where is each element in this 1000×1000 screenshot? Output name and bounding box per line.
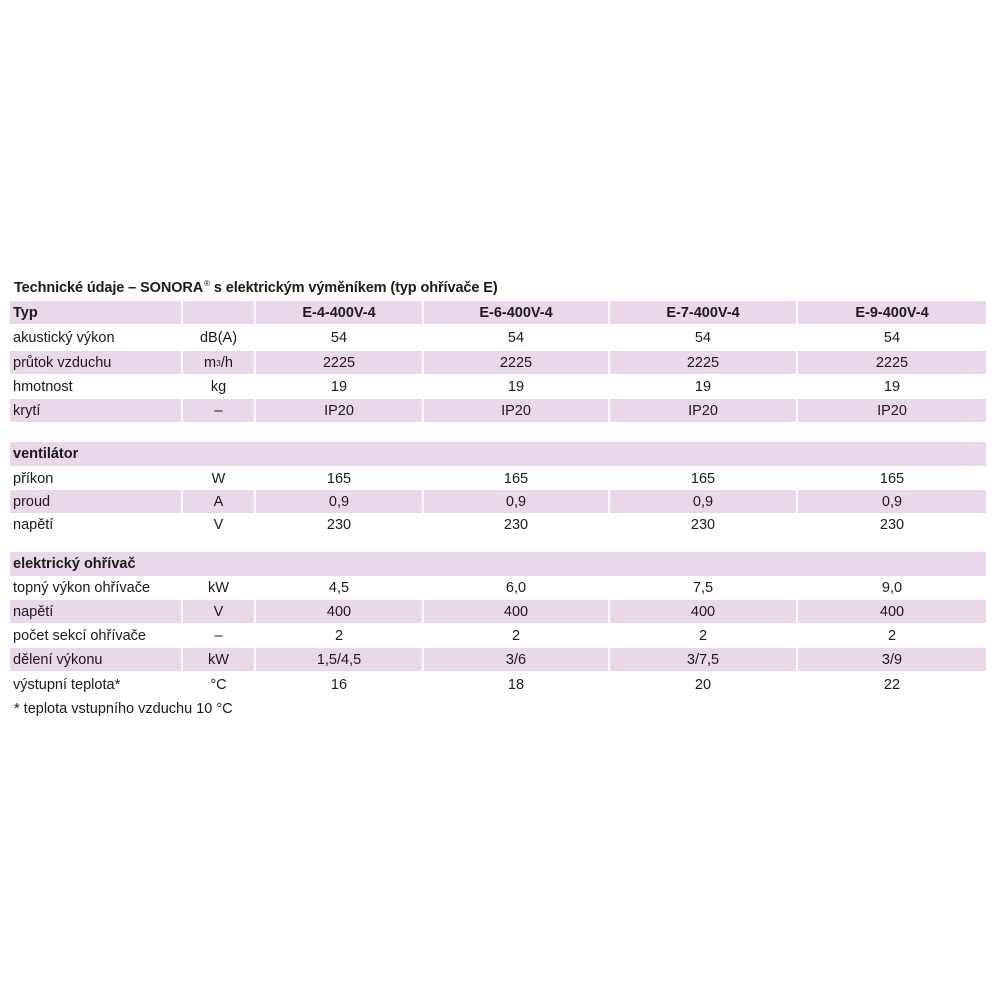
cell-value: 2225 (798, 351, 986, 374)
section-title: elektrický ohřívač (10, 552, 986, 576)
row-label: topný výkon ohřívače (13, 579, 151, 596)
header-type-label: Typ (10, 301, 181, 324)
row-unit: kW (208, 579, 229, 596)
cell-value: 165 (326, 470, 352, 487)
cell-value: IP20 (256, 399, 422, 422)
row-label: příkon (13, 470, 54, 487)
cell-value: 16 (330, 676, 348, 693)
unit-tail: /h (220, 354, 233, 371)
cell-value: 2 (511, 627, 521, 644)
row-unit: V (213, 516, 224, 533)
cell-value: 54 (507, 329, 525, 346)
row-label: výstupní teplota* (13, 676, 121, 693)
table-row (10, 375, 986, 398)
cell-value: 2225 (256, 351, 422, 374)
table-row (10, 673, 986, 696)
table-title (14, 279, 498, 296)
registered-mark: ® (204, 279, 210, 288)
cell-value: IP20 (424, 399, 608, 422)
table-row (10, 513, 986, 536)
cell-value: 54 (883, 329, 901, 346)
row-unit (183, 351, 254, 374)
unit-superscript: 3 (216, 357, 221, 368)
cell-value: 0,9 (424, 490, 608, 513)
cell-value: 6,0 (505, 579, 527, 596)
row-unit: °C (210, 676, 227, 693)
table-row (10, 467, 986, 490)
cell-value: 7,5 (692, 579, 714, 596)
cell-value: 1,5/4,5 (256, 648, 422, 671)
row-unit: kg (210, 378, 227, 395)
table-row (10, 490, 986, 513)
cell-value: 165 (690, 470, 716, 487)
row-label: krytí (10, 399, 181, 422)
table-header-row (10, 301, 986, 324)
cell-value: 400 (424, 600, 608, 623)
cell-value: 54 (330, 329, 348, 346)
cell-value: 230 (503, 516, 529, 533)
row-label: proud (10, 490, 181, 513)
cell-value: 19 (694, 378, 712, 395)
row-unit: A (183, 490, 254, 513)
table-row (10, 576, 986, 599)
cell-value: 400 (610, 600, 796, 623)
cell-value: 2225 (610, 351, 796, 374)
model-header: E-6-400V-4 (424, 301, 608, 324)
cell-value: 0,9 (610, 490, 796, 513)
cell-value: 54 (694, 329, 712, 346)
row-unit: – (183, 399, 254, 422)
cell-value: IP20 (610, 399, 796, 422)
cell-value: 3/6 (424, 648, 608, 671)
cell-value: 9,0 (881, 579, 903, 596)
row-label: akustický výkon (13, 329, 115, 346)
row-unit: kW (183, 648, 254, 671)
row-label: dělení výkonu (10, 648, 181, 671)
cell-value: 2 (887, 627, 897, 644)
table-row (10, 326, 986, 349)
row-label: hmotnost (13, 378, 73, 395)
row-label: napětí (10, 600, 181, 623)
table-row (10, 351, 986, 374)
cell-value: 165 (503, 470, 529, 487)
cell-value: 230 (690, 516, 716, 533)
cell-value: 400 (256, 600, 422, 623)
cell-value: 22 (883, 676, 901, 693)
section-title: ventilátor (10, 442, 986, 466)
cell-value: 230 (326, 516, 352, 533)
cell-value: 230 (879, 516, 905, 533)
cell-value: 0,9 (798, 490, 986, 513)
row-unit: V (183, 600, 254, 623)
section-header-fan (10, 442, 986, 466)
row-label: počet sekcí ohřívače (13, 627, 146, 644)
cell-value: 3/9 (798, 648, 986, 671)
table-row (10, 399, 986, 422)
row-label: průtok vzduchu (10, 351, 181, 374)
cell-value: 3/7,5 (610, 648, 796, 671)
cell-value: 2 (334, 627, 344, 644)
model-header: E-9-400V-4 (798, 301, 986, 324)
cell-value: 2 (698, 627, 708, 644)
cell-value: 19 (330, 378, 348, 395)
cell-value: 19 (507, 378, 525, 395)
row-unit: dB(A) (199, 329, 238, 346)
cell-value: 18 (507, 676, 525, 693)
model-header: E-7-400V-4 (610, 301, 796, 324)
cell-value: 20 (694, 676, 712, 693)
cell-value: 0,9 (256, 490, 422, 513)
cell-value: 400 (798, 600, 986, 623)
cell-value: 165 (879, 470, 905, 487)
table-row (10, 600, 986, 623)
header-unit-cell (183, 301, 254, 324)
cell-value: 2225 (424, 351, 608, 374)
row-unit: W (211, 470, 226, 487)
title-suffix: s elektrickým výměníkem (typ ohřívače E) (209, 280, 498, 296)
table-row (10, 624, 986, 647)
footnote: * teplota vstupního vzduchu 10 °C (14, 701, 233, 717)
cell-value: 4,5 (328, 579, 350, 596)
title-text: Technické údaje – SONORA (14, 280, 204, 296)
table-row (10, 648, 986, 671)
row-label: napětí (13, 516, 54, 533)
cell-value: 19 (883, 378, 901, 395)
cell-value: IP20 (798, 399, 986, 422)
model-header: E-4-400V-4 (256, 301, 422, 324)
section-header-heater (10, 552, 986, 576)
unit-base: m (204, 354, 217, 371)
row-unit: – (214, 627, 223, 644)
